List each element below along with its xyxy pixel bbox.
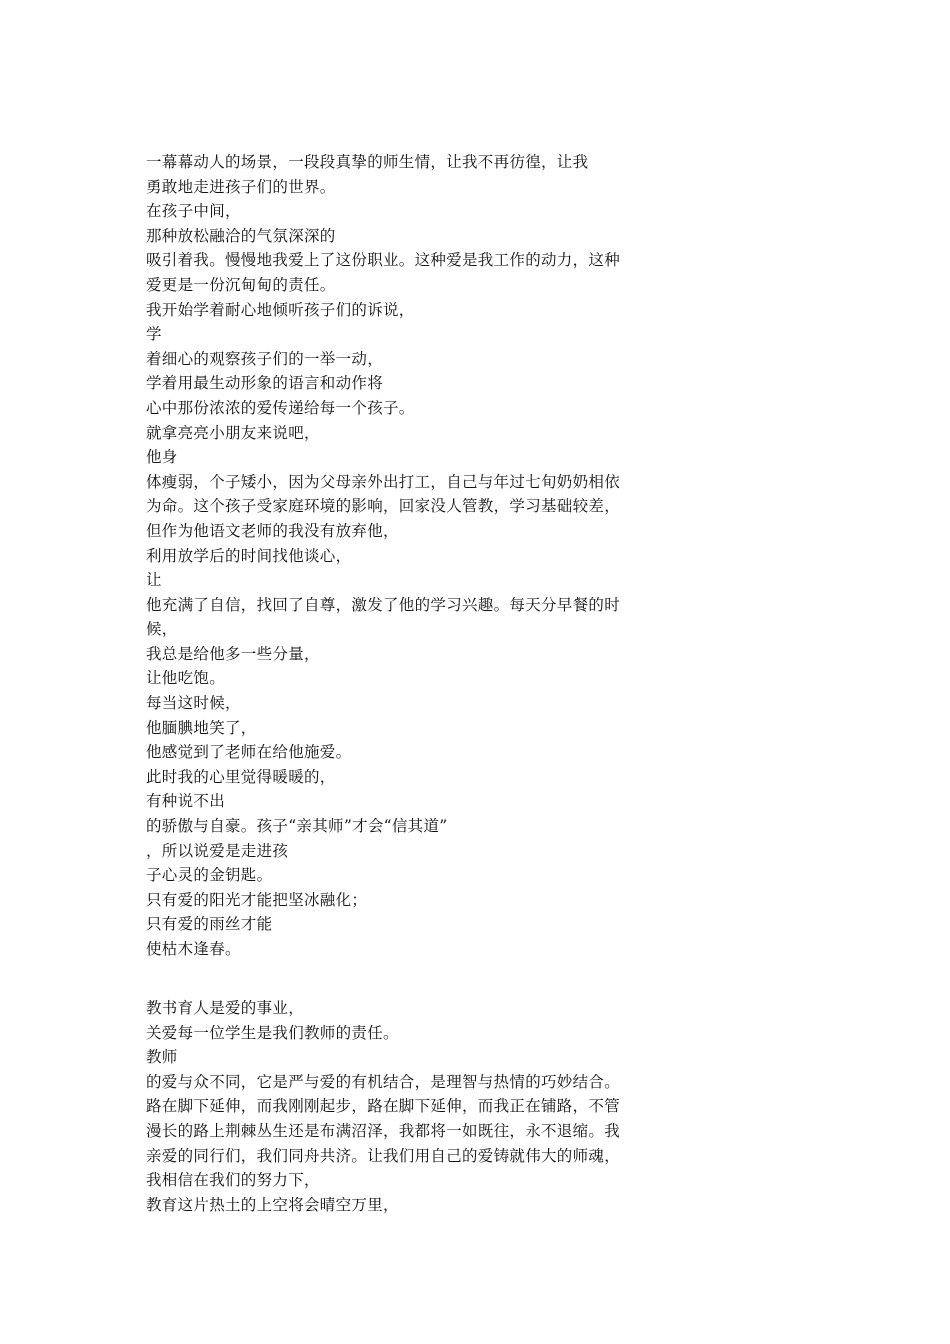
text-line: 子心灵的金钥匙。: [146, 866, 273, 885]
text-line: 心中那份浓浓的爱传递给每一个孩子。: [146, 398, 415, 417]
text-line: ，所以说爱是走进孩: [146, 841, 289, 860]
paragraph-1: [146, 150, 666, 962]
text-line: 为命。这个孩子受家庭环境的影响，回家没人管教，学习基础较差，: [146, 497, 621, 516]
text-line: 但作为他语文老师的我没有放弃他，: [146, 521, 399, 540]
text-line: 此时我的心里觉得暖暖的，: [146, 767, 336, 786]
text-line: 每当这时候，: [146, 694, 241, 713]
text-line: 有种说不出: [146, 792, 226, 811]
text-line: 吸引着我。慢慢地我爱上了这份职业。这种爱是我工作的动力，这种: [146, 251, 621, 270]
text-line: 我总是给他多一些分量，: [146, 644, 320, 663]
text-line: 路在脚下延伸，而我刚刚起步，路在脚下延伸，而我正在铺路，不管: [146, 1097, 621, 1116]
text-line: 关爱每一位学生是我们教师的责任。: [146, 1023, 399, 1042]
text-line: 教书育人是爱的事业，: [146, 999, 305, 1017]
text-line: 利用放学后的时间找他谈心，: [146, 546, 352, 565]
text-line: 学着用最生动形象的语言和动作将: [146, 374, 384, 393]
text-line: 的爱与众不同，它是严与爱的有机结合，是理智与热情的巧妙结合。: [146, 1072, 621, 1091]
text-line: 让: [146, 571, 162, 590]
text-line: 他腼腆地笑了，: [146, 718, 257, 737]
text-line: 教育这片热土的上空将会晴空万里，: [146, 1195, 399, 1214]
text-line: 他身: [146, 448, 178, 467]
text-line: 我开始学着耐心地倾听孩子们的诉说，: [146, 300, 415, 319]
text-line: 只有爱的雨丝才能: [146, 915, 273, 934]
text-line: 亲爱的同行们，我们同舟共济。让我们用自己的爱铸就伟大的师魂，: [146, 1146, 621, 1165]
text-line: 他充满了自信，找回了自尊，激发了他的学习兴趣。每天分早餐的时: [146, 595, 621, 614]
text-line: 漫长的路上荆棘丛生还是布满沼泽，我都将一如既往，永不退缩。我: [146, 1121, 621, 1140]
text-line: 的骄傲与自豪。孩子“亲其师”才会“信其道”: [146, 817, 448, 836]
text-line: 就拿亮亮小朋友来说吧，: [146, 423, 320, 442]
text-line: 那种放松融洽的气氛深深的: [146, 226, 336, 245]
text-line: 在孩子中间，: [146, 202, 241, 221]
text-line: 让他吃饱。: [146, 669, 226, 688]
text-line: 着细心的观察孩子们的一举一动，: [146, 349, 384, 368]
text-line: 一幕幕动人的场景，一段段真挚的师生情，让我不再彷徨，让我: [146, 153, 589, 171]
text-line: 教师: [146, 1048, 178, 1067]
text-line: 我相信在我们的努力下，: [146, 1171, 320, 1190]
text-line: 学: [146, 325, 162, 344]
text-line: 候，: [146, 620, 178, 639]
paragraph-2: [146, 996, 666, 1217]
text-line: 体瘦弱，个子矮小，因为父母亲外出打工，自己与年过七旬奶奶相依: [146, 472, 621, 491]
text-line: 爱更是一份沉甸甸的责任。: [146, 275, 336, 294]
text-line: 使枯木逢春。: [146, 940, 241, 958]
text-line: 勇敢地走进孩子们的世界。: [146, 177, 336, 196]
text-line: 只有爱的阳光才能把坚冰融化；: [146, 890, 368, 909]
text-line: 他感觉到了老师在给他施爱。: [146, 743, 352, 762]
